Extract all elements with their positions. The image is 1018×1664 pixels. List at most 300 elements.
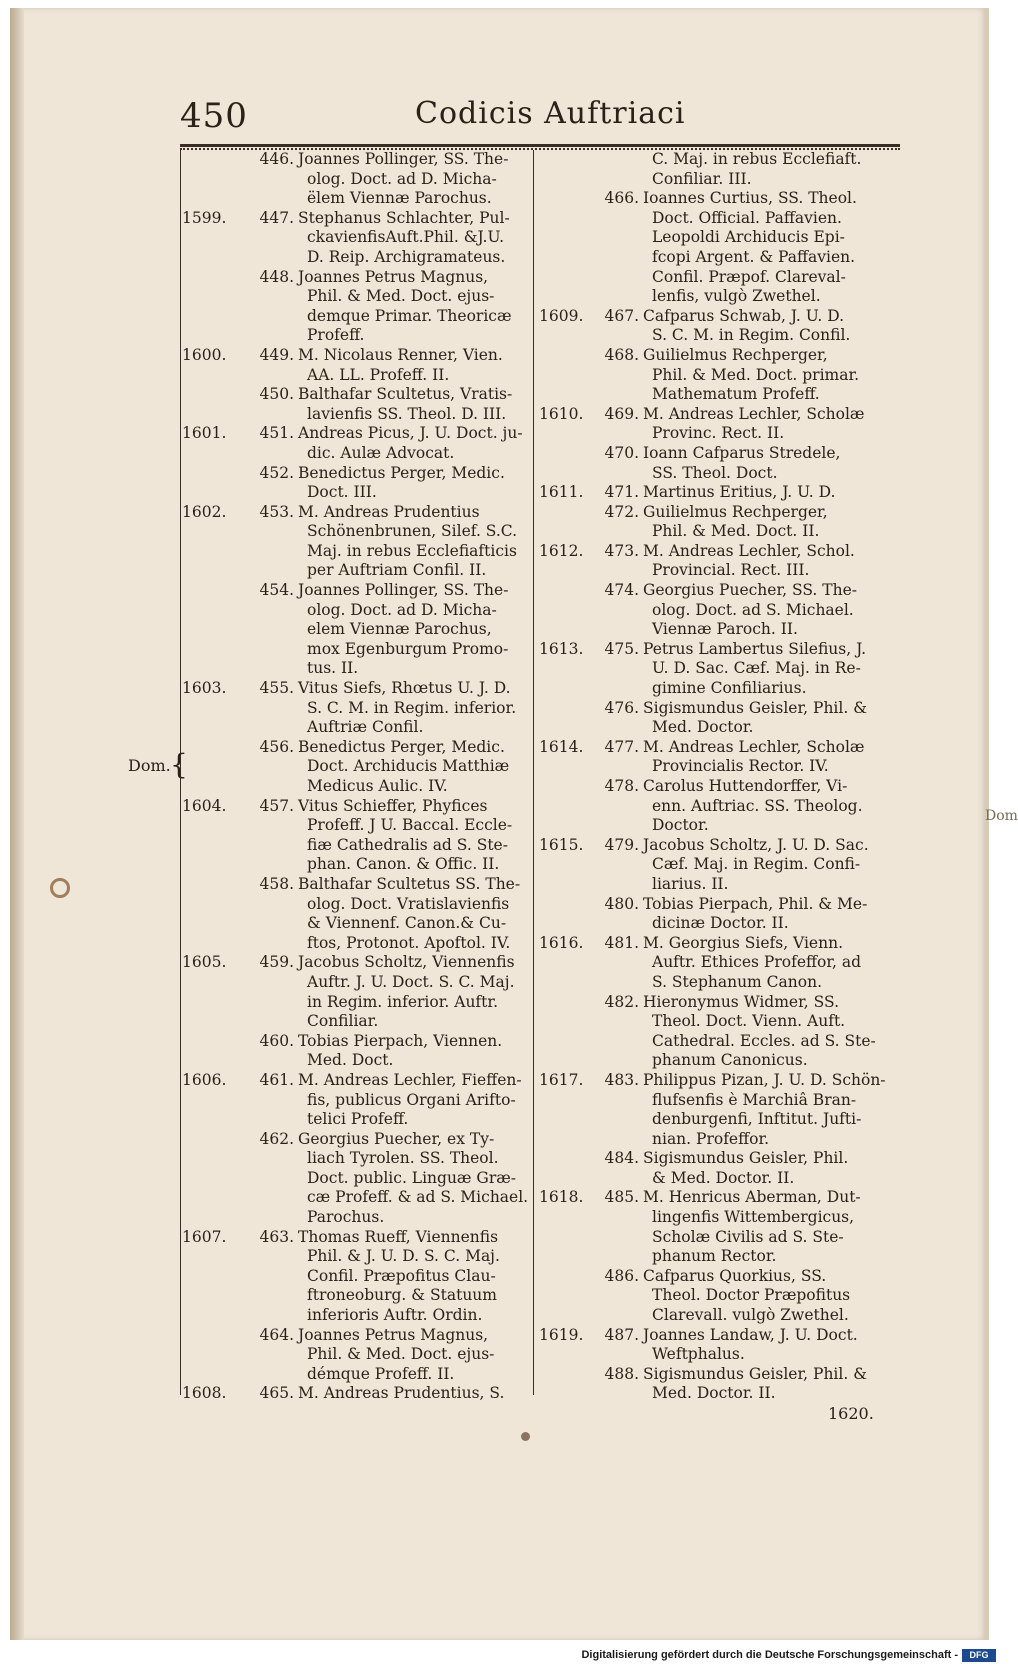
entry-text: Martinus Eritius, J. U. D. [643,483,836,502]
register-line [180,405,530,425]
entry-number: 486. [604,1266,639,1285]
entry-text: Theol. Doctor Præpofitus [652,1286,851,1305]
year: 1612. [539,541,584,560]
register-line [180,1326,530,1346]
entry-text: Vitus Schieffer, Phyfices [298,796,488,815]
register-line [180,150,530,170]
register-line [535,366,900,386]
year: 1610. [539,404,584,423]
entry-text: inferioris Auftr. Ordin. [307,1306,483,1325]
entry-text: cæ Profeff. & ad S. Michael. [307,1188,529,1207]
register-line [535,385,900,405]
register-line [180,189,530,209]
entry-text: Benedictus Perger, Medic. [298,463,505,482]
entry-number: 478. [604,777,639,795]
entry-text: Med. Doctor. [652,718,754,737]
entry-text: & Viennenf. Canon.& Cu- [307,914,507,933]
right-column [535,150,900,1404]
entry-text: lenfis, vulgò Zwethel. [652,287,821,306]
entry-text: Weftphalus. [652,1345,745,1364]
register-line [180,601,530,621]
register-line [180,973,530,993]
register-line [180,1169,530,1189]
entry-text: M. Andreas Lechler, Schol. [643,541,855,560]
entry-number: 470. [604,443,639,462]
register-line [180,1110,530,1130]
left-column [180,150,530,1404]
register-line [180,699,530,719]
entry-text: Phil. & Med. Doct. II. [652,522,820,541]
entry-text: M. Henricus Aberman, Dut- [643,1188,861,1207]
entry-number: 452. [259,463,294,482]
entry-text: Auftr. J. U. Doct. S. C. Maj. [307,972,515,991]
entry-text: AA. LL. Profeff. II. [307,365,450,384]
entry-text: Sigismundus Geisler, Phil. & [643,1364,867,1383]
register-line [535,640,900,660]
entry-text: M. Georgius Siefs, Vienn. [643,933,844,952]
entry-text: Scholæ Civilis ad S. Ste- [652,1227,844,1246]
entry-text: Provinc. Rect. II. [652,424,785,443]
entry-text: Doct. III. [307,483,377,502]
entry-number: 485. [604,1188,639,1207]
entry-text: S. Stephanum Canon. [652,972,823,991]
register-line [535,1228,900,1248]
register-line [535,973,900,993]
entry-text: fis, publicus Organi Arifto- [307,1090,516,1109]
entry-text: Sigismundus Geisler, Phil. & [643,698,867,717]
footer-text: Digitalisierung gefördert durch die Deutsche Forschungsgemeinschaft - [581,1649,958,1661]
entry-number: 460. [259,1031,294,1050]
entry-text: olog. Doct. ad D. Micha- [307,600,497,619]
entry-text: Confil. Præpof. Clareval- [652,267,846,286]
entry-text: U. D. Sac. Cæf. Maj. in Re- [652,659,861,678]
running-title: Codicis Auftriaci [415,96,686,131]
register-line [180,1228,530,1248]
entry-text: Doctor. [652,816,709,835]
entry-number: 451. [259,424,294,443]
entry-text: Doct. public. Linguæ Græ- [307,1168,517,1187]
library-stamp-mark [50,878,70,898]
register-line [180,1286,530,1306]
register-line [180,170,530,190]
year: 1604. [182,796,227,815]
entry-number: 468. [604,345,639,364]
register-line [180,1306,530,1326]
entry-text: Confiliar. III. [652,169,752,188]
register-line [535,268,900,288]
entry-text: Phil. & Med. Doct. ejus- [307,287,495,306]
entry-text: Profeff. J U. Baccal. Eccle- [307,816,513,835]
entry-text: phan. Canon. & Offic. II. [307,855,500,874]
margin-label: Dom. [128,756,171,775]
entry-number: 481. [604,933,639,952]
entry-text: ckavienfisAuft.Phil. &J.U. [307,228,505,247]
entry-text: Profeff. [307,326,365,345]
year: 1601. [182,424,227,443]
register-line [180,836,530,856]
register-line [535,1012,900,1032]
entry-text: Cathedral. Eccles. ad S. Ste- [652,1031,876,1050]
entry-number: 463. [259,1227,294,1246]
entry-number: 473. [604,541,639,560]
register-line [180,816,530,836]
register-line [535,346,900,366]
entry-text: Georgius Puecher, SS. The- [643,581,858,600]
register-line [535,895,900,915]
register-line [535,209,900,229]
entry-text: & Med. Doctor. II. [652,1168,795,1187]
entry-text: Andreas Picus, J. U. Doct. ju- [298,424,523,443]
entry-text: mox Egenburgum Promo- [307,639,509,658]
entry-text: Sigismundus Geisler, Phil. [643,1149,849,1168]
entry-number: 477. [604,737,639,756]
register-line [180,855,530,875]
register-line [535,228,900,248]
register-line [535,1032,900,1052]
page-number: 450 [180,96,248,136]
register-line [180,640,530,660]
entry-text: denburgenfi, Inftitut. Jufti- [652,1110,862,1129]
entry-number: 447. [259,208,294,227]
entry-text: Cafparus Schwab, J. U. D. [643,306,845,325]
entry-number: 487. [604,1325,639,1344]
entry-text: flufsenfis è Marchiâ Bran- [652,1090,857,1109]
register-line [180,307,530,327]
entry-number: 480. [604,894,639,913]
register-line [180,1149,530,1169]
register-line [535,1071,900,1091]
register-line [535,1149,900,1169]
entry-text: nian. Profeffor. [652,1129,770,1148]
register-line [535,993,900,1013]
page-binding-edge [10,8,24,1640]
register-line [535,1306,900,1326]
register-line [180,209,530,229]
register-line [180,953,530,973]
register-line [180,1365,530,1385]
entry-text: Clarevall. vulgò Zwethel. [652,1306,849,1325]
entry-text: S. C. M. in Regim. Confil. [652,326,851,345]
entry-number: 472. [604,502,639,521]
register-line [535,1247,900,1267]
entry-text: M. Andreas Lechler, Scholæ [643,737,865,756]
register-line [535,1110,900,1130]
entry-text: Doct. Archiducis Matthiæ [307,757,510,776]
register-line [180,326,530,346]
register-line [535,326,900,346]
register-line [180,875,530,895]
register-line [180,228,530,248]
entry-text: Joannes Petrus Magnus, [298,267,489,286]
entry-text: M. Andreas Prudentius, S. [298,1384,505,1403]
entry-text: Joannes Petrus Magnus, [298,1325,489,1344]
register-line [535,816,900,836]
entry-text: Petrus Lambertus Silefius, J. [643,639,867,658]
register-line [180,444,530,464]
entry-text: Mathematum Profeff. [652,385,820,404]
entry-text: liach Tyrolen. SS. Theol. [307,1149,499,1168]
register-line [535,601,900,621]
entry-text: Stephanus Schlachter, Pul- [298,208,510,227]
year: 1603. [182,679,227,698]
entry-text: Phil. & Med. Doct. ejus- [307,1345,495,1364]
register-line [180,1012,530,1032]
entry-number: 465. [259,1384,294,1403]
register-line [180,620,530,640]
register-line [180,424,530,444]
entry-text: Tobias Pierpach, Phil. & Me- [643,894,868,913]
register-line [180,561,530,581]
entry-text: Guilielmus Rechperger, [643,502,828,521]
entry-number: 464. [259,1325,294,1344]
entry-text: phanum Canonicus. [652,1051,808,1070]
register-line [535,953,900,973]
entry-number: 469. [604,404,639,423]
register-line [535,307,900,327]
year: 1617. [539,1070,584,1089]
entry-text: liarius. II. [652,874,729,893]
catchword: 1620. [828,1404,874,1423]
entry-text: Cafparus Quorkius, SS. [643,1266,827,1285]
entry-number: 446. [259,150,294,168]
register-line [535,1384,900,1404]
entry-number: 461. [259,1070,294,1089]
register-line [535,150,900,170]
entry-number: 475. [604,639,639,658]
register-line [180,1247,530,1267]
register-line [535,581,900,601]
register-line [535,1091,900,1111]
register-line [180,503,530,523]
register-line [535,1345,900,1365]
year: 1600. [182,345,227,364]
register-line [535,248,900,268]
register-line [535,855,900,875]
entry-text: telici Profeff. [307,1110,409,1129]
entry-text: Doct. Official. Paffavien. [652,208,842,227]
entry-text: Vitus Siefs, Rhœtus U. J. D. [298,679,511,698]
entry-text: demque Primar. Theoricæ [307,306,512,325]
entry-number: 471. [604,483,639,502]
entry-text: Provincialis Rector. IV. [652,757,829,776]
entry-text: Guilielmus Rechperger, [643,345,828,364]
entry-text: Hieronymus Widmer, SS. [643,992,839,1011]
register-line [180,483,530,503]
entry-number: 483. [604,1070,639,1089]
entry-number: 456. [259,737,294,756]
register-line [535,797,900,817]
entry-text: C. Maj. in rebus Ecclefiaft. [652,150,862,168]
register-line [535,738,900,758]
register-line [180,1345,530,1365]
register-line [180,718,530,738]
register-line [535,189,900,209]
entry-text: S. C. M. in Regim. inferior. [307,698,517,717]
year: 1613. [539,639,584,658]
register-line [180,1188,530,1208]
entry-text: D. Reip. Archigramateus. [307,247,506,266]
register-line [180,385,530,405]
entry-text: M. Nicolaus Renner, Vien. [298,345,503,364]
register-line [180,797,530,817]
entry-text: Med. Doctor. II. [652,1384,776,1403]
entry-text: Balthafar Scultetus, Vratis- [298,385,513,404]
register-line [535,483,900,503]
register-line [180,248,530,268]
entry-text: M. Andreas Lechler, Scholæ [643,404,865,423]
register-line [535,1267,900,1287]
dfg-logo: DFG [962,1649,996,1662]
register-line [535,1188,900,1208]
register-line [535,777,900,797]
register-line [535,679,900,699]
entry-text: Parochus. [307,1208,385,1227]
register-line [180,287,530,307]
register-line [535,1208,900,1228]
year: 1605. [182,953,227,972]
page-header [10,96,985,136]
entry-text: M. Andreas Prudentius [298,502,480,521]
entry-text: M. Andreas Lechler, Fieffen- [298,1070,522,1089]
register-line [180,895,530,915]
entry-text: Thomas Rueff, Viennenfis [298,1227,499,1246]
ink-spot [521,1432,530,1441]
entry-text: fiæ Cathedralis ad S. Ste- [307,835,508,854]
entry-number: 488. [604,1364,639,1383]
year: 1611. [539,483,584,502]
entry-text: phanum Rector. [652,1247,777,1266]
register-line [535,875,900,895]
entry-text: dicinæ Doctor. II. [652,914,789,933]
register-line [535,1130,900,1150]
year: 1607. [182,1227,227,1246]
entry-text: lavienfis SS. Theol. D. III. [307,404,507,423]
entry-text: Confil. Præpofitus Clau- [307,1266,496,1285]
entry-text: Leopoldi Archiducis Epi- [652,228,845,247]
entry-number: 457. [259,796,294,815]
entry-text: Jacobus Scholtz, Viennenfis [298,953,515,972]
register-line [180,934,530,954]
year: 1599. [182,208,227,227]
entry-number: 484. [604,1149,639,1168]
entry-text: ëlem Viennæ Parochus. [307,189,492,208]
entry-text: ftos, Protonot. Apoftol. IV. [307,933,511,952]
entry-number: 449. [259,345,294,364]
entry-number: 448. [259,267,294,286]
year: 1618. [539,1188,584,1207]
register-line [535,424,900,444]
entry-text: per Auftriam Confil. II. [307,561,487,580]
register-line [535,934,900,954]
entry-number: 455. [259,679,294,698]
register-line [535,757,900,777]
register-line [180,268,530,288]
entry-text: Philippus Pizan, J. U. D. Schön- [643,1070,886,1089]
entry-text: Tobias Pierpach, Viennen. [298,1031,503,1050]
year: 1616. [539,933,584,952]
register-line [180,346,530,366]
entry-text: Provincial. Rect. III. [652,561,810,580]
entry-number: 466. [604,189,639,208]
entry-text: Maj. in rebus Ecclefiafticis [307,541,517,560]
entry-number: 479. [604,835,639,854]
entry-number: 450. [259,385,294,404]
register-line [180,464,530,484]
entry-number: 462. [259,1129,294,1148]
year: 1602. [182,502,227,521]
entry-text: Confiliar. [307,1012,379,1031]
entry-text: Joannes Pollinger, SS. The- [298,581,509,600]
register-line [535,503,900,523]
register-line [535,444,900,464]
entry-text: démque Profeff. II. [307,1364,455,1383]
year: 1606. [182,1070,227,1089]
margin-right-label: Dom [985,808,1018,824]
entry-text: Cæf. Maj. in Regim. Confi- [652,855,861,874]
entry-text: Auftriæ Confil. [307,718,424,737]
entry-number: 454. [259,581,294,600]
digitization-footer [0,1648,1000,1664]
year: 1619. [539,1325,584,1344]
register-line [180,522,530,542]
entry-text: olog. Doct. ad S. Michael. [652,600,854,619]
entry-text: Georgius Puecher, ex Ty- [298,1129,495,1148]
entry-text: Carolus Huttendorffer, Vi- [643,777,848,795]
entry-text: ftroneoburg. & Statuum [307,1286,497,1305]
year: 1614. [539,737,584,756]
register-line [535,405,900,425]
year: 1615. [539,835,584,854]
entry-text: Schönenbrunen, Silef. S.C. [307,522,518,541]
register-line [180,1091,530,1111]
register-line [535,699,900,719]
register-line [535,659,900,679]
register-line [180,757,530,777]
register-line [180,777,530,797]
column-divider [533,150,534,1395]
register-line [535,464,900,484]
register-line [180,581,530,601]
register-line [180,659,530,679]
book-page [10,8,1018,1640]
entry-text: gimine Confiliarius. [652,679,807,698]
entry-text: dic. Aulæ Advocat. [307,443,455,462]
entry-text: Med. Doct. [307,1051,394,1070]
register-line [535,1169,900,1189]
entry-number: 459. [259,953,294,972]
entry-text: fcopi Argent. & Paffavien. [652,247,856,266]
entry-text: Auftr. Ethices Profeffor, ad [652,953,862,972]
entry-text: lingenfis Wittembergicus, [652,1208,855,1227]
entry-text: Benedictus Perger, Medic. [298,737,505,756]
register-line [535,1365,900,1385]
register-line [535,1051,900,1071]
entry-text: tus. II. [307,659,359,678]
register-line [535,836,900,856]
register-line [535,1286,900,1306]
register-line [180,1130,530,1150]
entry-text: Jacobus Scholtz, J. U. D. Sac. [643,835,869,854]
header-rule [180,144,900,147]
entry-text: Phil. & Med. Doct. primar. [652,365,860,384]
register-line [180,1032,530,1052]
entry-number: 482. [604,992,639,1011]
register-line [535,561,900,581]
year: 1609. [539,306,584,325]
register-line [180,993,530,1013]
entry-number: 458. [259,874,294,893]
register-line [180,738,530,758]
